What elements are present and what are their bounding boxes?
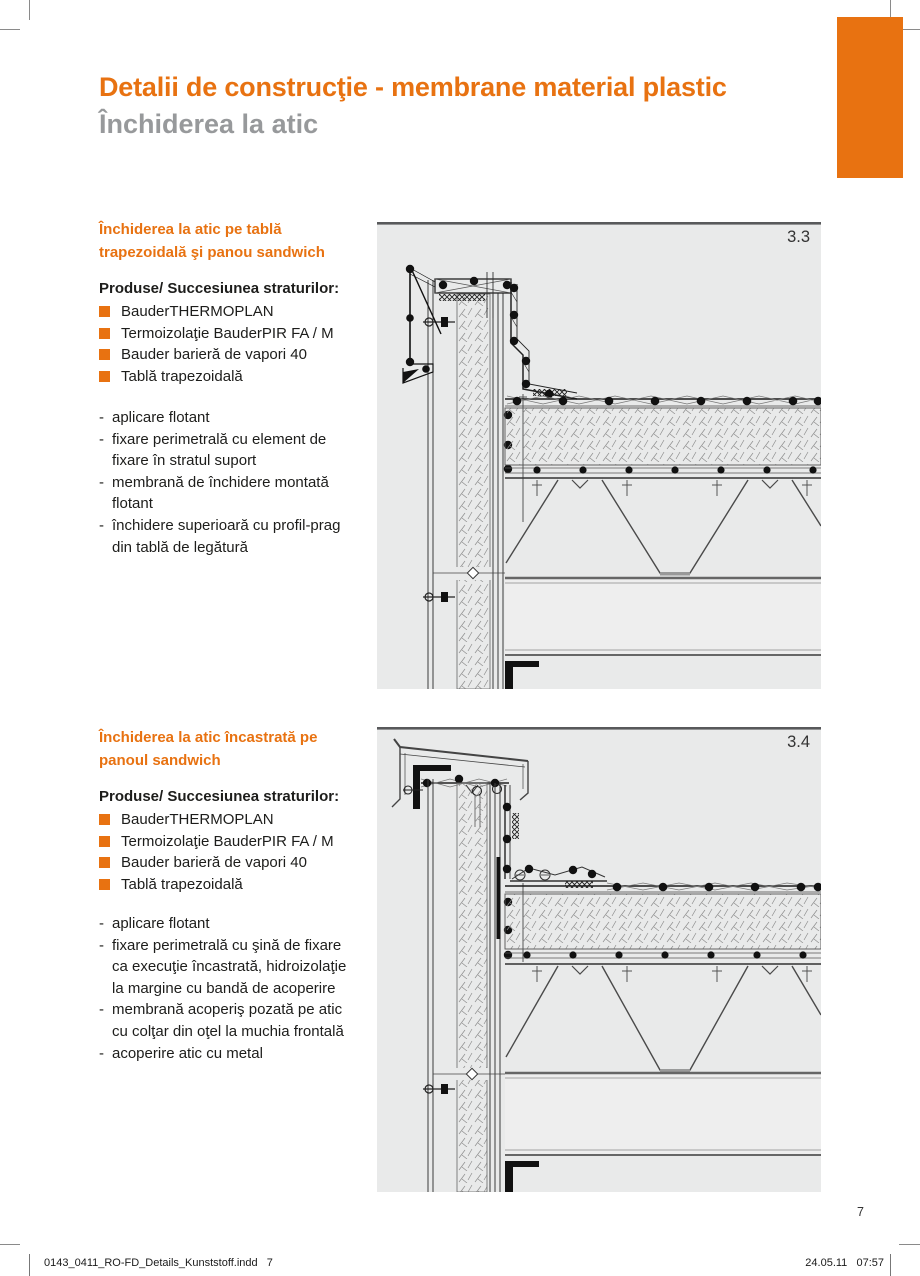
note-line: din tablă de legătură — [112, 538, 248, 556]
bullet-square-icon — [99, 349, 110, 360]
beam — [505, 578, 821, 655]
section-heading: Închiderea la atic încastrată pe panoul sandwich — [99, 729, 318, 769]
note-line: flotant — [112, 495, 153, 513]
figure-3-3 — [377, 222, 821, 689]
list-item — [99, 852, 379, 874]
bullet-square-icon — [99, 836, 110, 847]
product-label: Termoizolaţie BauderPIR FA / M — [121, 832, 334, 850]
product-label: Termoizolaţie BauderPIR FA / M — [121, 324, 334, 342]
note-line: la margine cu bandă de acoperire — [112, 979, 336, 997]
note-line: - membrană de închidere montată — [112, 473, 329, 491]
bullet-square-icon — [99, 814, 110, 825]
page-subtitle: Închiderea la atic — [99, 109, 319, 139]
beam — [505, 1073, 821, 1155]
product-label: Tablă trapezoidală — [121, 875, 243, 893]
bullet-square-icon — [99, 328, 110, 339]
crop-mark — [0, 29, 20, 30]
page-number: 7 — [857, 1205, 864, 1219]
products-list — [99, 301, 379, 387]
list-item — [99, 1043, 381, 1065]
note-line: fixare în stratul suport — [112, 452, 257, 470]
roof-insulation — [505, 894, 821, 949]
list-item — [99, 515, 381, 558]
crop-mark — [0, 1244, 20, 1245]
note-line: - acoperire atic cu metal — [112, 1044, 263, 1062]
slug-mark — [29, 1254, 30, 1276]
list-item — [99, 323, 379, 345]
construction-detail-drawing — [377, 222, 821, 689]
list-item — [99, 407, 381, 429]
products-list — [99, 809, 379, 895]
bullet-square-icon — [99, 371, 110, 382]
figure-3-4 — [377, 727, 821, 1192]
footer-filename: 0143_0411_RO-FD_Details_Kunststoff.indd 7 — [44, 1257, 273, 1269]
list-item — [99, 874, 379, 896]
note-line: cu colţar din oţel la muchia frontală — [112, 1022, 344, 1040]
product-label: BauderTHERMOPLAN — [121, 811, 274, 828]
figure-label: 3.4 — [787, 733, 810, 751]
list-item — [99, 913, 381, 935]
crop-mark — [899, 1244, 920, 1245]
note-line: - închidere superioară cu profil-prag — [112, 516, 341, 534]
construction-detail-drawing — [377, 727, 821, 1192]
list-item — [99, 999, 381, 1042]
drawing-top-border — [377, 222, 821, 225]
list-item — [99, 472, 381, 515]
notes-list — [99, 407, 381, 558]
note-line: - fixare perimetrală cu şină de fixare — [112, 936, 342, 954]
list-item — [99, 344, 379, 366]
section-heading: Închiderea la atic pe tablă trapezoidală şi panou sandwich — [99, 221, 325, 261]
page-title: Detalii de construcţie - membrane material plastic — [99, 72, 727, 102]
list-item — [99, 831, 379, 853]
products-label: Produse/ Succesiunea straturilor: — [99, 280, 340, 297]
list-item — [99, 366, 379, 388]
bullet-square-icon — [99, 879, 110, 890]
product-label: BauderTHERMOPLAN — [121, 303, 274, 320]
list-item — [99, 429, 381, 472]
crop-mark — [29, 0, 30, 20]
drawing-top-border — [377, 727, 821, 730]
figure-label: 3.3 — [787, 228, 810, 246]
product-label: Tablă trapezoidală — [121, 367, 243, 385]
list-item — [99, 809, 379, 831]
note-line: - aplicare flotant — [112, 409, 210, 426]
roof-insulation — [505, 408, 821, 465]
list-item — [99, 301, 379, 323]
slug-mark — [890, 1254, 891, 1276]
note-line: ca execuţie încastrată, hidroizolaţie — [112, 958, 347, 976]
footer-timestamp: 24.05.11 07:57 — [805, 1257, 884, 1269]
product-label: Bauder barieră de vapori 40 — [121, 346, 307, 364]
note-line: - aplicare flotant — [112, 915, 210, 932]
bullet-square-icon — [99, 306, 110, 317]
bullet-square-icon — [99, 857, 110, 868]
products-label: Produse/ Succesiunea straturilor: — [99, 788, 340, 805]
notes-list — [99, 913, 381, 1064]
page-edge-tab — [837, 17, 903, 178]
note-line: - fixare perimetrală cu element de — [112, 430, 327, 448]
list-item — [99, 935, 381, 1000]
note-line: - membrană acoperiş pozată pe atic — [112, 1001, 343, 1019]
product-label: Bauder barieră de vapori 40 — [121, 854, 307, 872]
